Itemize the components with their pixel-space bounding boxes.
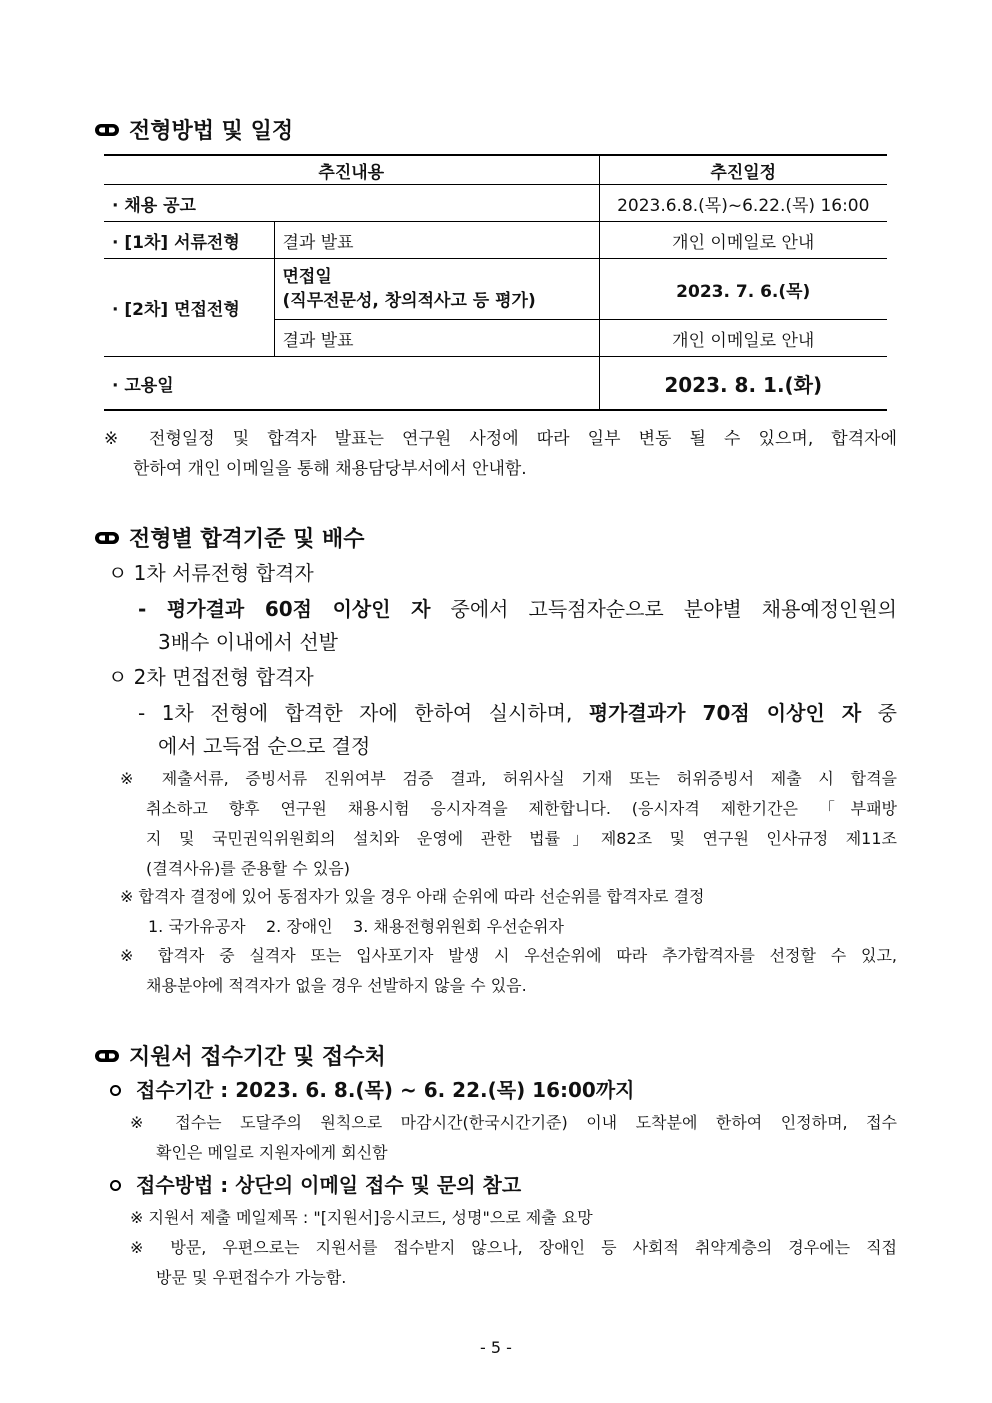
application-method-note-1: ※ 지원서 제출 메일제목 : "[지원서]응시코드, 성명"으로 제출 요망: [130, 1208, 593, 1227]
section-heading-schedule: 전형방법 및 일정: [94, 114, 293, 145]
link-icon: [94, 123, 120, 137]
criteria-detail-2: - 1차 전형에 합격한 자에 한하여 실시하며, 평가결과가 70점 이상인 자 중: [138, 701, 897, 725]
table-row: · 채용 공고 2023.6.8.(목)~6.22.(목) 16:00: [104, 185, 887, 222]
criteria-detail-1: - 평가결과 60점 이상인 자 중에서 고득점자순으로 분야별 채용예정인원의: [138, 597, 897, 621]
schedule-table: [104, 154, 887, 411]
application-method: 접수방법 : 상단의 이메일 접수 및 문의 참고: [136, 1173, 522, 1197]
criteria-note-3: ※ 합격자 중 실격자 또는 입사포기자 발생 시 우선순위에 따라 추가합격자를 선정할 수 있고, 채용분야에 적격자가 없을 경우 선발하지 않을 수 있음.: [120, 946, 897, 995]
link-icon: [94, 531, 120, 545]
criteria-note-2: ※ 합격자 결정에 있어 동점자가 있을 경우 아래 순위에 따라 선순위를 합격자로 결정 1. 국가유공자 2. 장애인 3. 채용전형위원회 우선순위자: [120, 887, 705, 936]
application-period: 접수기간 : 2023. 6. 8.(목) ~ 6. 22.(목) 16:00까지: [136, 1078, 635, 1102]
circle-bullet-icon: [110, 1180, 121, 1191]
criteria-item-1: ㅇ 1차 서류전형 합격자: [108, 561, 314, 585]
table-row: 결과 발표 개인 이메일로 안내: [104, 320, 887, 357]
criteria-item-2: ㅇ 2차 면접전형 합격자: [108, 665, 314, 689]
criteria-note-1: ※ 제출서류, 증빙서류 진위여부 검증 결과, 허위사실 기재 또는 허위증빙서 제출 시 합격을 취소하고 향후 연구원 채용시험 응시자격을 제한합니다. (응시자격 제한기간은 「부패방 지 및 국민권익위원회의 설치와 운영에 관한 법률」제82조 및 연구원 인사규정 제11조 (결격사유)를 준용할 수 있음): [120, 769, 897, 878]
table-row: · [2차] 면접전형 면접일 (직무전문성, 창의적사고 등 평가) 2023. 7. 6.(목): [104, 259, 887, 320]
application-period-note: ※ 접수는 도달주의 원칙으로 마감시간(한국시간기준) 이내 도착분에 한하여 인정하며, 접수 확인은 메일로 지원자에게 회신함: [130, 1113, 897, 1162]
link-icon: [94, 1049, 120, 1063]
circle-bullet-icon: [110, 1085, 121, 1096]
section-heading-application: 지원서 접수기간 및 접수처: [94, 1040, 386, 1071]
page-number: - 5 -: [480, 1338, 512, 1357]
table-row: · [1차] 서류전형 결과 발표 개인 이메일로 안내: [104, 222, 887, 259]
section-heading-criteria: 전형별 합격기준 및 배수: [94, 522, 365, 553]
table-row: · 고용일 2023. 8. 1.(화): [104, 357, 887, 411]
table-header-content: 추진내용: [104, 155, 599, 185]
schedule-note: ※ 전형일정 및 합격자 발표는 연구원 사정에 따라 일부 변동 될 수 있으며, 합격자에 한하여 개인 이메일을 통해 채용담당부서에서 안내함.: [104, 429, 897, 479]
table-header-schedule: 추진일정: [599, 155, 887, 185]
application-method-note-2: ※ 방문, 우편으로는 지원서를 접수받지 않으나, 장애인 등 사회적 취약계층의 경우에는 직접 방문 및 우편접수가 가능함.: [130, 1238, 897, 1287]
